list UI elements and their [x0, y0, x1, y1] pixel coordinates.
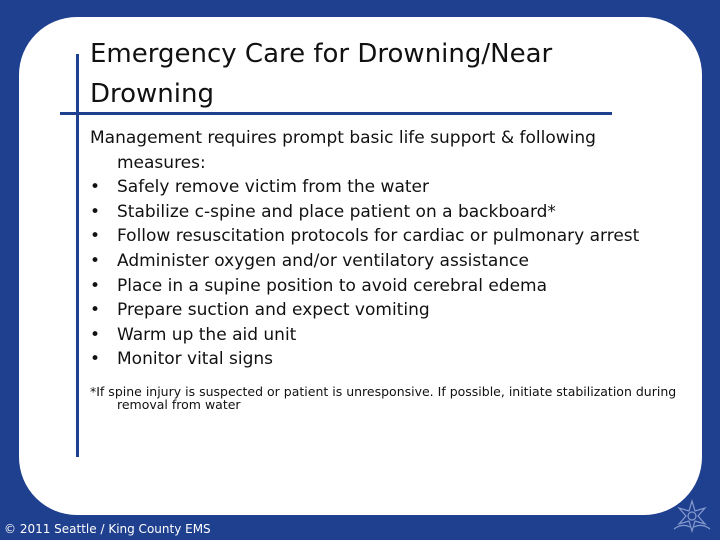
bullet-list	[90, 175, 690, 372]
star-of-life-logo-icon	[668, 495, 716, 535]
slide-title: Emergency Care for Drowning/Near Drowning	[90, 39, 553, 109]
list-item: • Warm up the aid unit	[90, 323, 690, 348]
list-item: • Place in a supine position to avoid cerebral edema	[90, 274, 690, 299]
footnote-line-2: removal from water	[117, 397, 241, 412]
list-item: • Stabilize c-spine and place patient on a backboard*	[90, 200, 690, 225]
lead-line-2: measures:	[117, 152, 206, 173]
copyright-footer: © 2011 Seattle / King County EMS	[4, 522, 211, 536]
list-item: • Safely remove victim from the water	[90, 175, 690, 200]
list-item: • Monitor vital signs	[90, 347, 690, 372]
footnote-line-1: *If spine injury is suspected or patient is unresponsive. If possible, initiate stabilization during	[90, 384, 677, 399]
lead-line-1: Management requires prompt basic life support & following	[90, 128, 596, 148]
footnote	[90, 385, 680, 411]
slide-body	[90, 126, 690, 372]
list-item: • Follow resuscitation protocols for cardiac or pulmonary arrest	[90, 224, 690, 249]
list-item: • Prepare suction and expect vomiting	[90, 298, 690, 323]
lead-text	[90, 126, 690, 175]
list-item: • Administer oxygen and/or ventilatory assistance	[90, 249, 690, 274]
